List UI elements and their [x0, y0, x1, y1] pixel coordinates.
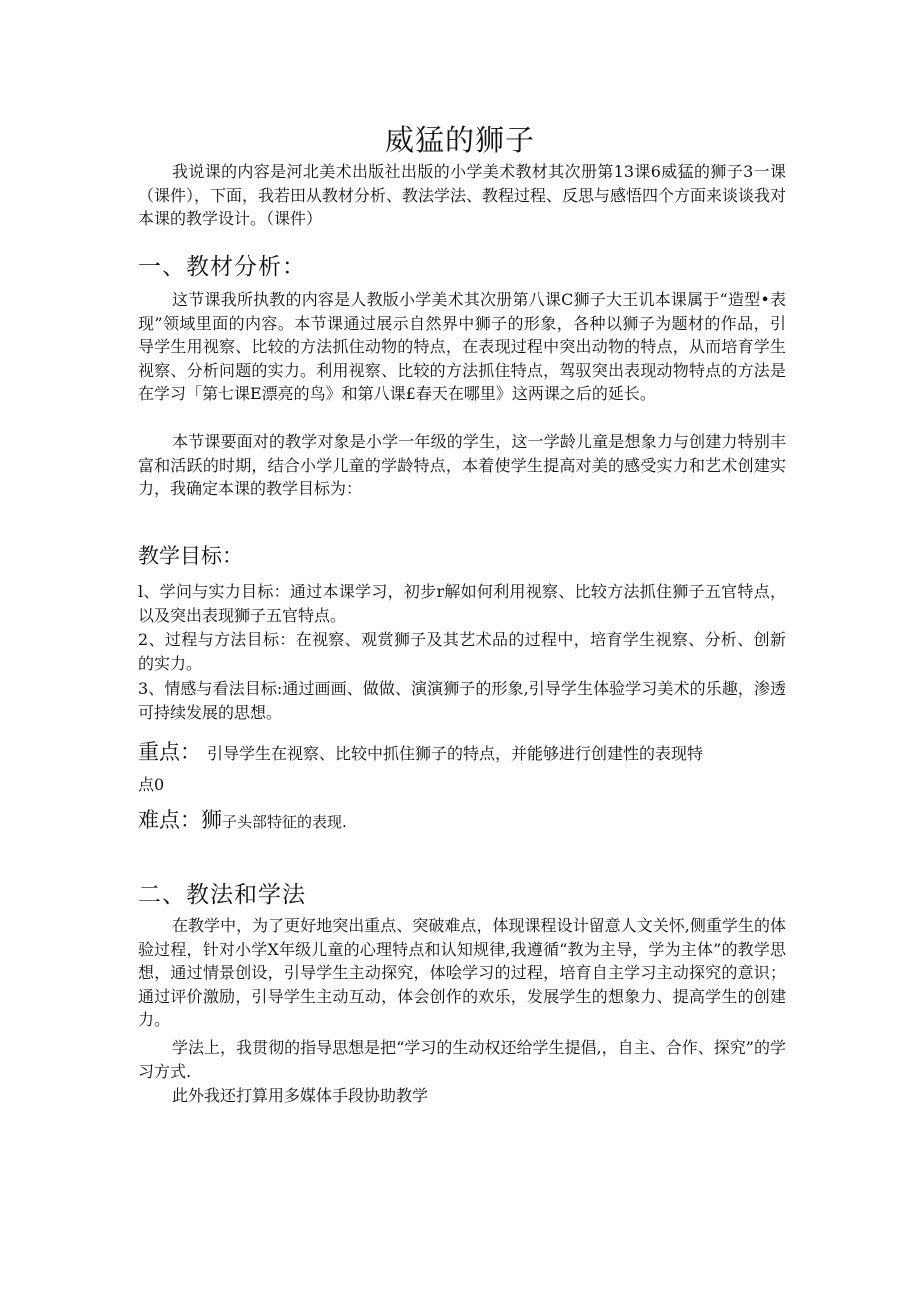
document-title: 威猛的狮子	[384, 123, 535, 157]
difficulty-row	[138, 804, 786, 834]
section-heading-material-analysis: 一、教材分析：	[138, 254, 306, 280]
goal-item-knowledge: l、学问与实力目标：通过本课学习，初步r解如何利用视察、比较方法抓住狮子五官特点，以及突出表现狮子五官特点。	[138, 582, 786, 625]
goal-item-emotion: 3、情感与看法目标:通过画画、做做、演演狮子的形象,引导学生体验学习美术的乐趣，渗透可持续发展的思想。	[138, 679, 786, 722]
goal-item-process: 2、过程与方法目标：在视察、观赏狮子及其艺术品的过程中，培育学生视察、分析、创新的实力。	[138, 630, 786, 673]
difficulty-label: 难点：	[138, 808, 201, 832]
section-heading-teaching-methods: 二、教法和学法	[138, 882, 306, 908]
learning-methods-paragraph: 学法上，我贯彻的指导思想是把“学习的生动权还给学生提倡,，自主、合作、探究”的学习方式.	[138, 1038, 786, 1081]
difficulty-text-first-char: 狮	[201, 808, 222, 832]
teaching-goals-heading: 教学目标：	[138, 544, 243, 568]
key-point-label: 重点：	[138, 740, 201, 764]
material-analysis-paragraph: 这节课我所执教的内容是人教版小学美术其次册第八课C狮子大王讥本课属于“造型•表现”领域里面的内容。本节课通过展示自然界中狮子的形象，各种以狮子为题材的作品，引导学生用视察、比较的方法抓住动物的特点，在表现过程中突出动物的特点，从而培育学生视察、分析问题的实力。利用视察、比较的方法抓住特点，驾驭突出表现动物特点的方法是在学习「第七课E漂亮的鸟》和第八课£春天在哪里》这两课之后的延长。	[138, 290, 786, 403]
difficulty-text: 子头部特征的表现.	[222, 813, 347, 831]
teaching-methods-paragraph: 在教学中，为了更好地突出重点、突破难点，体现课程设计留意人文关怀,侧重学生的体验过程，针对小学X年级儿童的心理特点和认知规律,我遵循“教为主导，学为主体”的教学思想，通过情景创设，引导学生主动探究，体哙学习的过程，培育自主学习主动探究的意识；通过评价激励，引导学生主动互动，体会创作的欢乐，发展学生的想象力、提高学生的创建力。	[138, 916, 786, 1029]
multimedia-paragraph: 此外我还打算用多媒体手段协助教学	[172, 1086, 429, 1105]
teaching-target-paragraph: 本节课要面对的教学对象是小学一年级的学生，这一学龄儿童是想象力与创建力特别丰富和活跃的时期，结合小学儿童的学龄特点，本着使学生提高对美的感受实力和艺术创建实力，我确定本课的教学目标为：	[138, 432, 786, 498]
intro-paragraph: 我说课的内容是河北美术出版社出版的小学美术教材其次册第13课6威猛的狮子3一课（课件），下面，我若田从教材分析、教法学法、教程过程、反思与感悟四个方面来谈谈我对本课的教学设计。（课件）	[138, 162, 787, 228]
key-point-text: 引导学生在视察、比较中抓住狮子的特点，并能够进行创建性的表现特	[207, 744, 704, 763]
key-point-row	[138, 736, 786, 766]
key-point-continuation: 点0	[138, 775, 165, 794]
